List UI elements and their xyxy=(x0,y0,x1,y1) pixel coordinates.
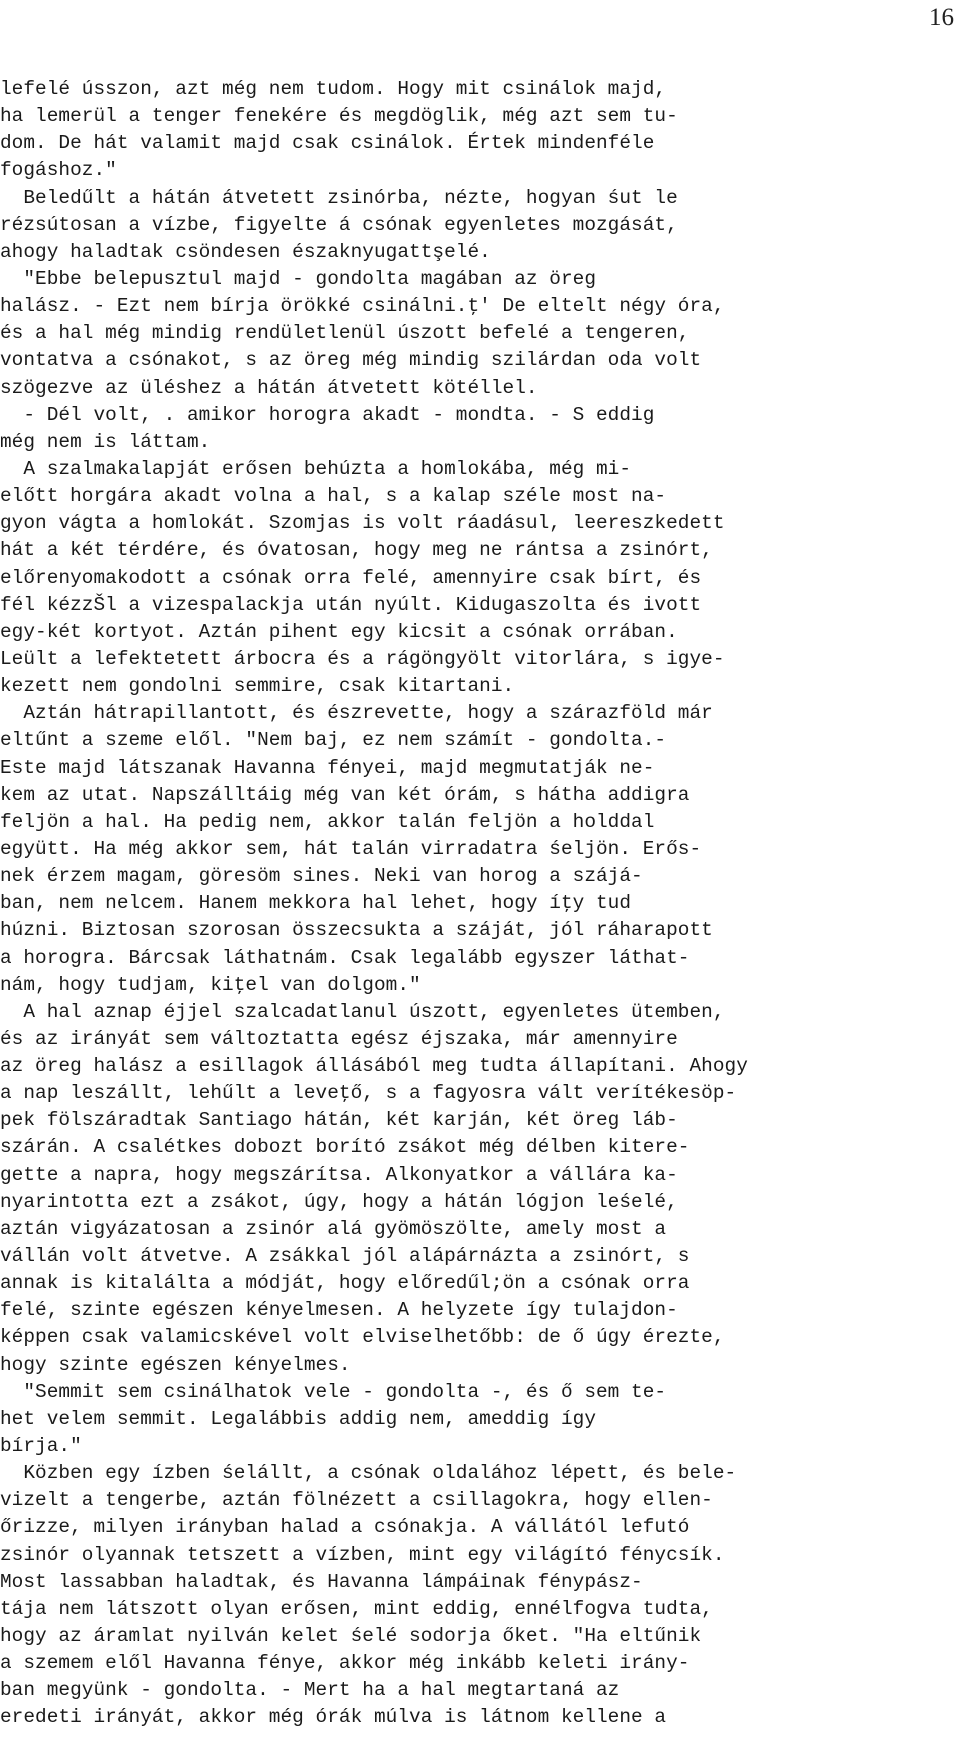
text-line: húzni. Biztosan szorosan összecsukta a száját, jól ráharapott xyxy=(0,919,713,942)
text-line: együtt. Ha még akkor sem, hát talán virradatra śeljön. Erős- xyxy=(0,837,702,860)
text-line: gette a napra, hogy megszárítsa. Alkonyatkor a vállára ka- xyxy=(0,1163,678,1186)
text-line: "Ebbe belepusztul majd - gondolta magában az öreg xyxy=(0,267,596,290)
text-line: dom. De hát valamit majd csak csinálok. Értek mindenféle xyxy=(0,132,655,155)
text-line: és az irányát sem változtatta egész éjszaka, már amennyire xyxy=(0,1027,678,1050)
page-number: 16 xyxy=(929,4,954,31)
text-line: szögezve az üléshez a hátán átvetett kötéllel. xyxy=(0,376,538,399)
text-line: rézsútosan a vízbe, figyelte á csónak egyenletes mozgását, xyxy=(0,213,678,236)
text-line: fogáshoz." xyxy=(0,159,117,182)
text-line: feljön a hal. Ha pedig nem, akkor talán feljön a holddal xyxy=(0,810,655,833)
text-line: annak is kitalálta a módját, hogy előredűl;ön a csónak orra xyxy=(0,1272,690,1295)
text-line: ban, nem nelcem. Hanem mekkora hal lehet, hogy íţy tud xyxy=(0,892,632,915)
text-line: A szalmakalapját erősen behúzta a homlokába, még mi- xyxy=(0,457,632,480)
text-line: az öreg halász a esillagok állásából meg tudta állapítani. Ahogy xyxy=(0,1055,748,1078)
text-line: ha lemerül a tenger fenekére és megdöglik, még azt sem tu- xyxy=(0,105,678,128)
text-line: Közben egy ízben śelállt, a csónak oldalához lépett, és bele- xyxy=(0,1462,737,1485)
text-line: kem az utat. Napszálltáig még van két órám, s hátha addigra xyxy=(0,783,690,806)
text-line: vontatva a csónakot, s az öreg még mindig szilárdan oda volt xyxy=(0,349,702,372)
text-line: nyarintotta ezt a zsákot, úgy, hogy a hátán lógjon leśelé, xyxy=(0,1190,678,1213)
text-line: kezett nem gondolni semmire, csak kitartani. xyxy=(0,675,515,698)
body-text xyxy=(0,76,960,1732)
text-line: vizelt a tengerbe, aztán fölnézett a csillagokra, hogy ellen- xyxy=(0,1489,713,1512)
text-line: a nap leszállt, lehűlt a leveţő, s a fagyosra vált verítékesöp- xyxy=(0,1082,737,1105)
text-line: "Semmit sem csinálhatok vele - gondolta -, és ő sem te- xyxy=(0,1380,667,1403)
text-line: Most lassabban haladtak, és Havanna lámpáinak fénypász- xyxy=(0,1570,643,1593)
text-line: Leült a lefektetett árbocra és a rágöngyölt vitorlára, s igye- xyxy=(0,647,725,670)
text-line: őrizze, milyen irányban halad a csónakja. A vállától lefutó xyxy=(0,1516,690,1539)
text-line: még nem is láttam. xyxy=(0,430,211,453)
text-line: aztán vigyázatosan a zsinór alá gyömöszölte, amely most a xyxy=(0,1217,667,1240)
text-line: hogy az áramlat nyilván kelet śelé sodorja őket. "Ha eltűnik xyxy=(0,1625,702,1648)
text-line: szárán. A csalétkes dobozt borító zsákot még délben kitere- xyxy=(0,1136,690,1159)
text-line: Aztán hátrapillantott, és észrevette, hogy a szárazföld már xyxy=(0,702,713,725)
text-line: ban megyünk - gondolta. - Mert ha a hal megtartaná az xyxy=(0,1679,620,1702)
text-line: eltűnt a szeme elől. "Nem baj, ez nem számít - gondolta.- xyxy=(0,729,667,752)
text-line: fél kézzŠl a vizespalackja után nyúlt. Kidugaszolta és ivott xyxy=(0,593,702,616)
text-line: A hal aznap éjjel szalcadatlanul úszott, egyenletes ütemben, xyxy=(0,1000,725,1023)
text-line: és a hal még mindig rendületlenül úszott befelé a tengeren, xyxy=(0,322,690,345)
text-line: a szemem elől Havanna fénye, akkor még inkább keleti irány- xyxy=(0,1652,690,1675)
text-line: Este majd látszanak Havanna fényei, majd megmutatják ne- xyxy=(0,756,655,779)
text-line: hogy szinte egészen kényelmes. xyxy=(0,1353,351,1376)
text-line: hát a két térdére, és óvatosan, hogy meg ne rántsa a zsinórt, xyxy=(0,539,713,562)
text-line: a horogra. Bárcsak láthatnám. Csak legalább egyszer láthat- xyxy=(0,946,690,969)
text-line: gyon vágta a homlokát. Szomjas is volt ráadásul, leereszkedett xyxy=(0,512,725,535)
text-line: előtt horgára akadt volna a hal, s a kalap széle most na- xyxy=(0,485,667,508)
text-line: eredeti irányát, akkor még órák múlva is látnom kellene a xyxy=(0,1706,667,1729)
text-line: bírja." xyxy=(0,1435,82,1458)
text-line: het velem semmit. Legalábbis addig nem, ameddig így xyxy=(0,1407,596,1430)
text-line: zsinór olyannak tetszett a vízben, mint egy világító fénycsík. xyxy=(0,1543,725,1566)
text-line: előrenyomakodott a csónak orra felé, amennyire csak bírt, és xyxy=(0,566,702,589)
text-line: Beledűlt a hátán átvetett zsinórba, nézte, hogyan śut le xyxy=(0,186,678,209)
text-line: halász. - Ezt nem bírja örökké csinálni.ţ' De eltelt négy óra, xyxy=(0,295,725,318)
text-line: képpen csak valamicskével volt elviselhetőbb: de ő úgy érezte, xyxy=(0,1326,725,1349)
text-line: - Dél volt, . amikor horogra akadt - mondta. - S eddig xyxy=(0,403,655,426)
text-line: vállán volt átvetve. A zsákkal jól alápárnázta a zsinórt, s xyxy=(0,1245,690,1268)
text-line: egy-két kortyot. Aztán pihent egy kicsit a csónak orrában. xyxy=(0,620,678,643)
text-line: tája nem látszott olyan erősen, mint eddig, ennélfogva tudta, xyxy=(0,1597,713,1620)
text-line: ahogy haladtak csöndesen északnyugattşelé. xyxy=(0,240,491,263)
text-line: nek érzem magam, göresöm sines. Neki van horog a szájá- xyxy=(0,865,643,888)
text-line: nám, hogy tudjam, kiţel van dolgom." xyxy=(0,973,421,996)
text-line: lefelé ússzon, azt még nem tudom. Hogy mit csinálok majd, xyxy=(0,78,667,100)
text-line: felé, szinte egészen kényelmesen. A helyzete így tulajdon- xyxy=(0,1299,678,1322)
text-line: pek fölszáradtak Santiago hátán, két karján, két öreg láb- xyxy=(0,1109,678,1132)
